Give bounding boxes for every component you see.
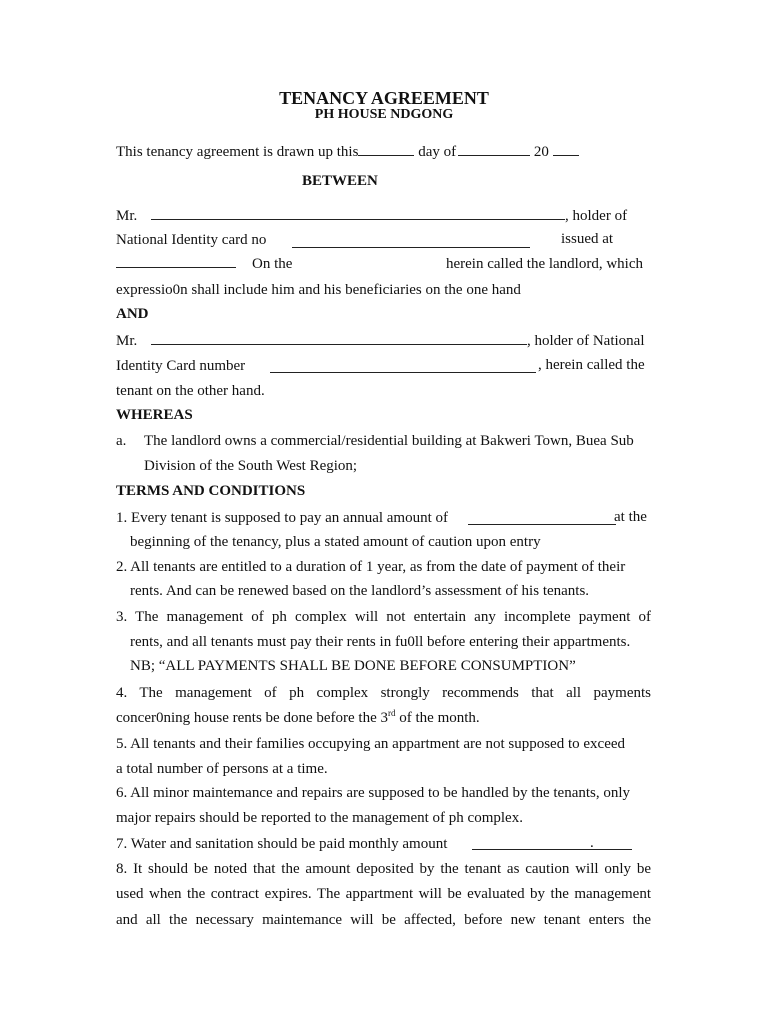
term-5-line-1: 5. All tenants and their families occupying an appartment are not supposed to exceed <box>116 736 626 752</box>
whereas-line-1: The landlord owns a commercial/residential building at Bakweri Town, Buea Sub <box>144 433 634 449</box>
day-blank[interactable] <box>358 142 414 156</box>
tenant-id-label: Identity Card number <box>116 358 246 374</box>
term-2-line-2: rents. And can be renewed based on the landlord’s assessment of his tenants. <box>130 583 590 599</box>
term-1-at-the: at the <box>614 509 647 525</box>
whereas-heading: WHEREAS <box>116 407 193 423</box>
term-1-text: 1. Every tenant is supposed to pay an annual amount of <box>116 510 449 526</box>
term-6-line-1: 6. All minor maintemance and repairs are supposed to be handled by the tenants, only <box>116 785 631 801</box>
whereas-marker: a. <box>116 433 127 449</box>
issued-at-text: issued at <box>561 231 614 247</box>
month-blank[interactable] <box>458 142 530 156</box>
term-8-line-2: used when the contract expires. The appartment will be evaluated by the management <box>116 886 651 902</box>
document-title: TENANCY AGREEMENT <box>279 88 489 108</box>
landlord-name-blank[interactable] <box>151 206 565 220</box>
document-subtitle: PH HOUSE NDGONG <box>314 107 454 122</box>
term-3-line-2: rents, and all tenants must pay their rents in fu0ll before entering their appartments. <box>130 634 631 650</box>
whereas-line-2: Division of the South West Region; <box>144 458 358 474</box>
term-7-dot: . <box>590 835 594 851</box>
holder-of-text: , holder of <box>565 208 628 224</box>
term-3-line-1: 3. The management of ph complex will not entertain any incomplete payment of <box>116 609 651 625</box>
annual-amount-blank[interactable] <box>468 511 616 525</box>
term-1-line-2: beginning of the tenancy, plus a stated amount of caution upon entry <box>130 534 541 550</box>
term-4-text-post: of the month. <box>395 710 480 726</box>
term-8-line-1: 8. It should be noted that the amount deposited by the tenant as caution will only be <box>116 861 651 877</box>
and-heading: AND <box>116 306 149 322</box>
landlord-called-text: herein called the landlord, which <box>446 256 644 272</box>
term-6-line-2: major repairs should be reported to the management of ph complex. <box>116 810 523 826</box>
term-8-line-3: and all the necessary maintemance will be affected, before new tenant enters the <box>116 912 651 928</box>
expression-line: expressio0n shall include him and his beneficiaries on the one hand <box>116 282 521 298</box>
tenant-end-line: tenant on the other hand. <box>116 383 265 399</box>
tenant-mr-label: Mr. <box>116 333 138 349</box>
landlord-name-line <box>116 206 651 225</box>
intro-text-1: This tenancy agreement is drawn up this <box>116 144 359 160</box>
tenant-holder-text: , holder of National <box>527 333 645 349</box>
mr-label: Mr. <box>116 208 138 224</box>
on-the-text: On the <box>252 256 293 272</box>
tenant-name-blank[interactable] <box>151 331 527 345</box>
intro-text-3: 20 <box>533 144 549 160</box>
intro-text-2: day of <box>418 144 457 160</box>
term-3-nb: NB; “ALL PAYMENTS SHALL BE DONE BEFORE CONSUMPTION” <box>130 658 576 674</box>
intro-line <box>116 142 651 161</box>
term-4-line-2 <box>116 709 651 727</box>
term-4-text-pre: concer0ning house rents be done before the 3 <box>116 710 388 726</box>
tenant-name-line <box>116 331 651 350</box>
term-2-line-1: 2. All tenants are entitled to a duration of 1 year, as from the date of payment of their <box>116 559 626 575</box>
landlord-id-blank[interactable] <box>292 234 530 248</box>
year-blank[interactable] <box>553 142 579 156</box>
tenant-id-blank[interactable] <box>270 359 536 373</box>
tenant-called-text: , herein called the <box>538 357 645 373</box>
terms-heading: TERMS AND CONDITIONS <box>116 483 306 499</box>
nic-label: National Identity card no <box>116 232 267 248</box>
between-heading: BETWEEN <box>302 173 378 189</box>
term-7-text: 7. Water and sanitation should be paid monthly amount <box>116 836 448 852</box>
term-4-ordinal: rd <box>388 708 396 718</box>
term-5-line-2: a total number of persons at a time. <box>116 761 328 777</box>
water-amount-blank[interactable] <box>472 836 632 850</box>
term-4-line-1: 4. The management of ph complex strongly recommends that all payments <box>116 685 651 701</box>
issued-place-blank[interactable] <box>116 254 236 268</box>
